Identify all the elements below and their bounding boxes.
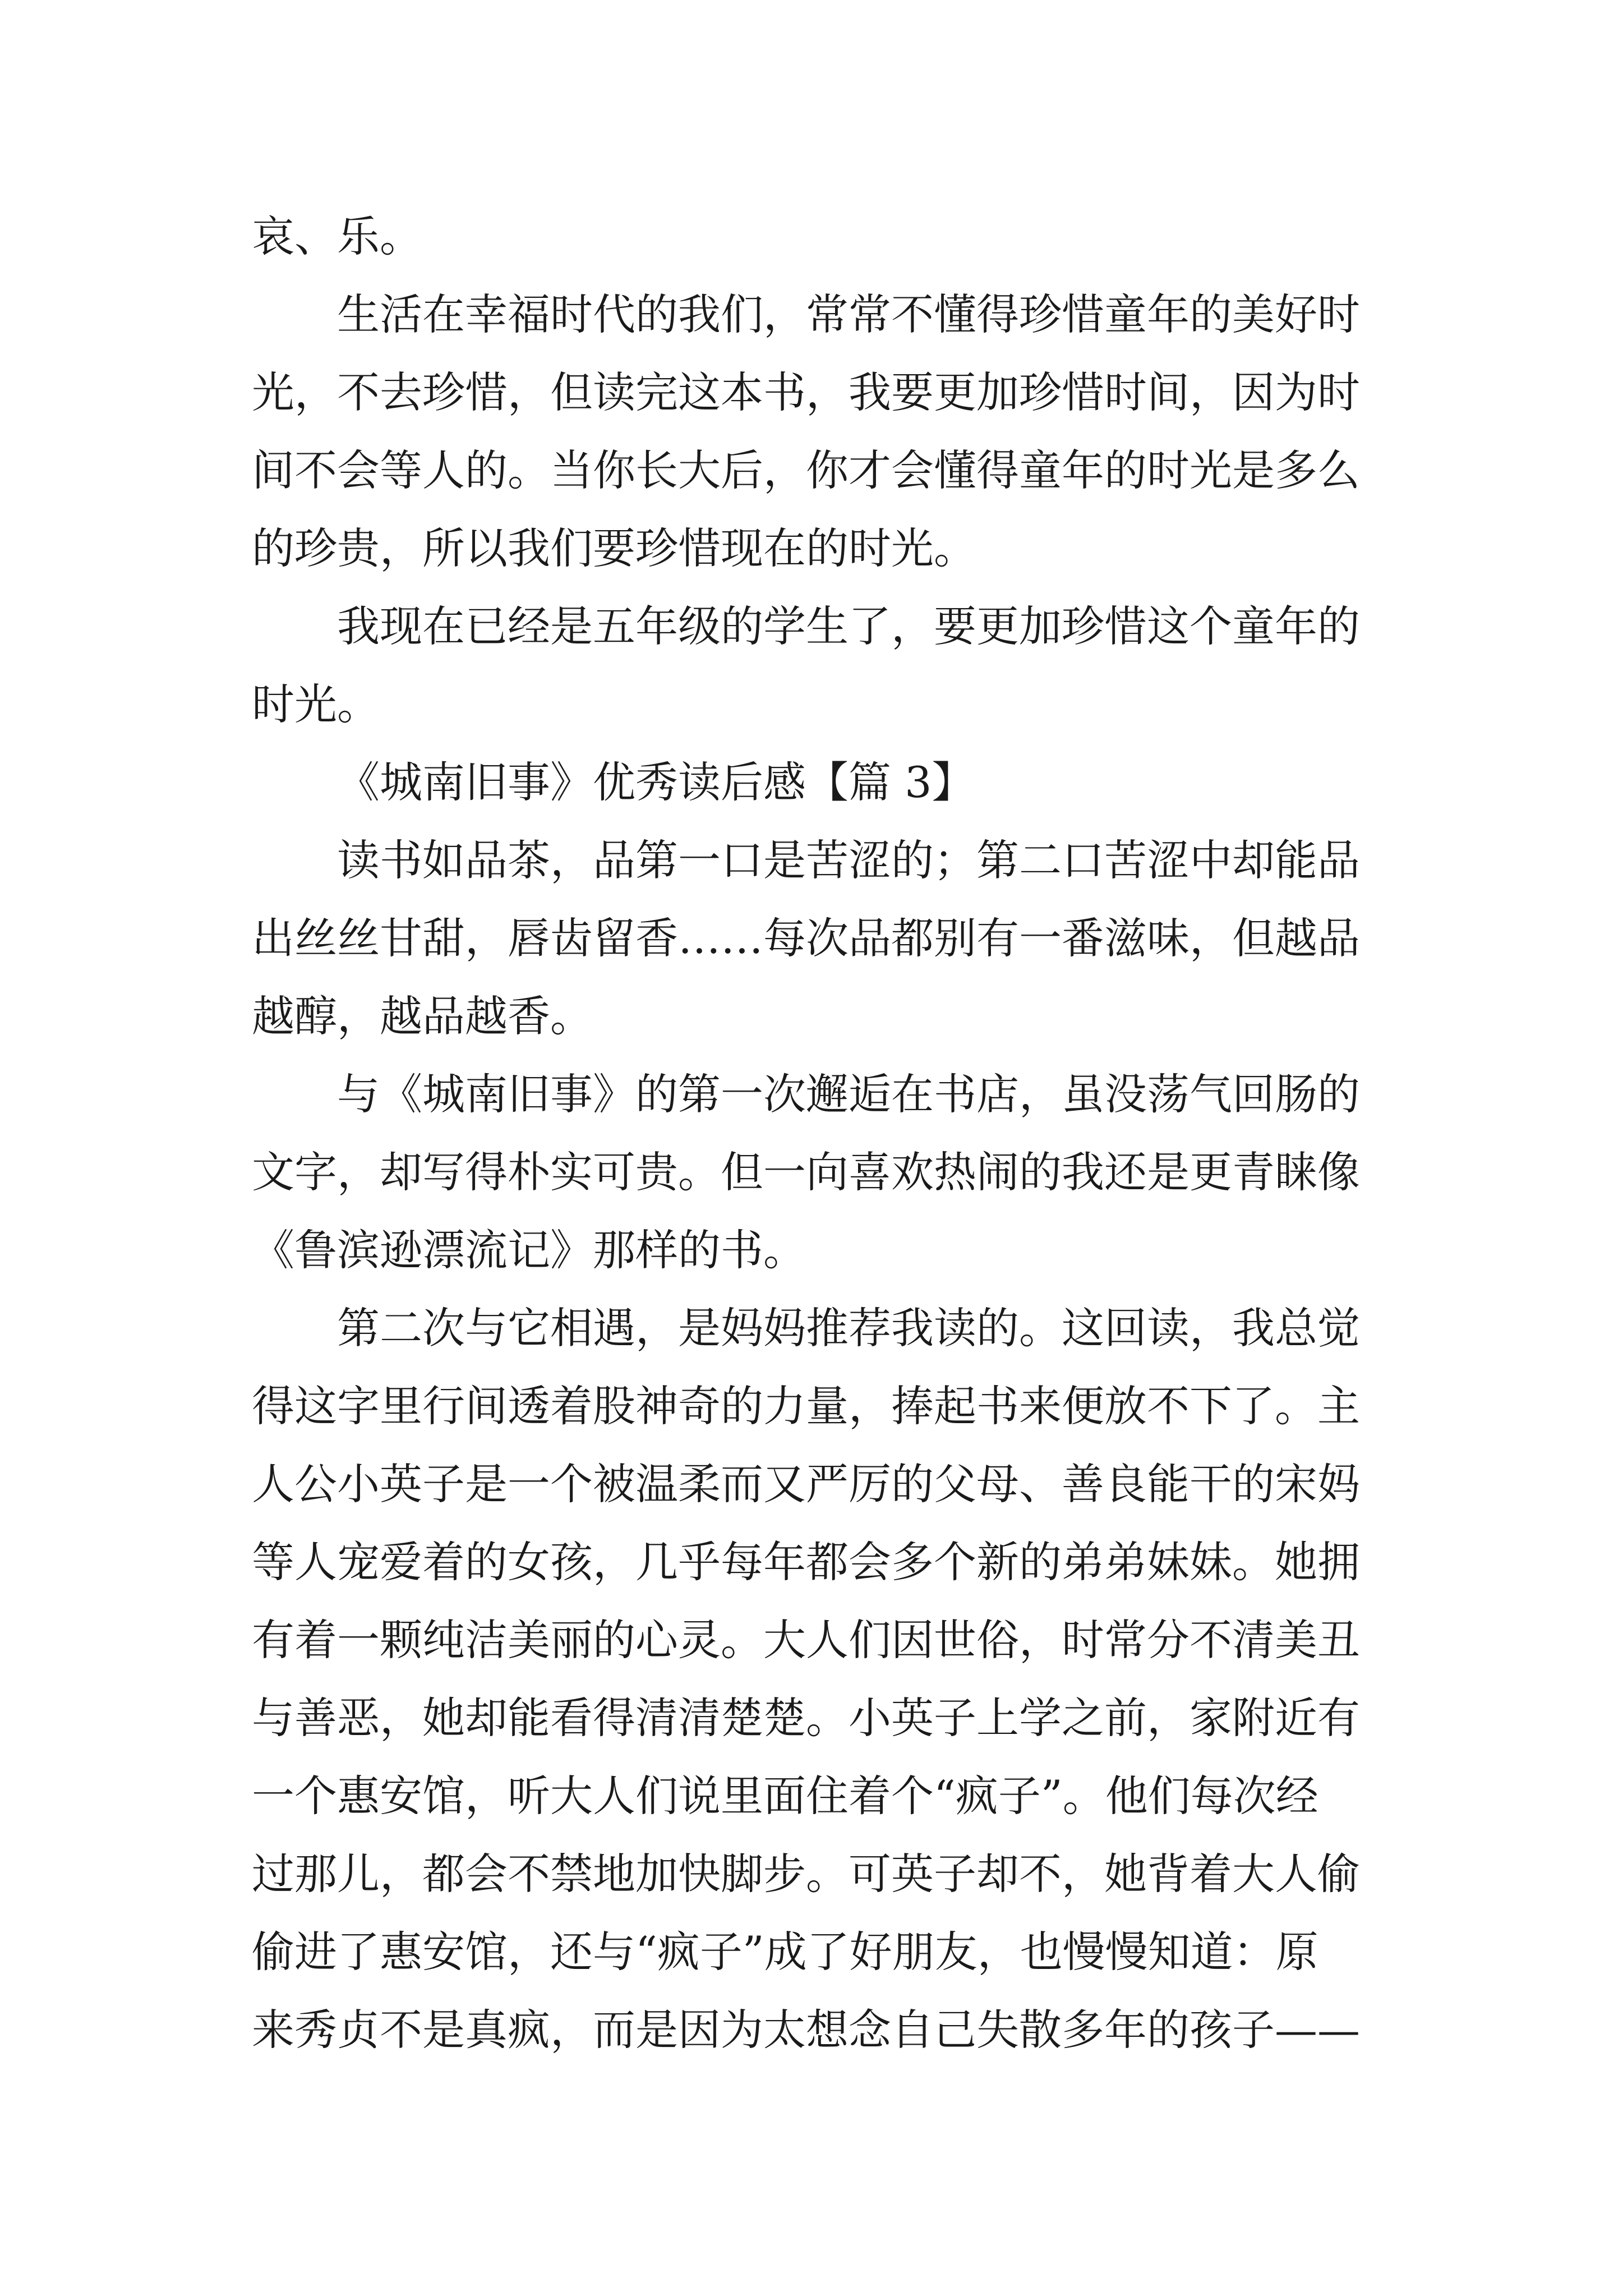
paragraph-start-line: 我现在已经是五年级的学生了，要更加珍惜这个童年的 <box>337 601 1360 651</box>
text-line: 的珍贵，所以我们要珍惜现在的时光。 <box>252 523 976 573</box>
paragraph-start-line: 第二次与它相遇，是妈妈推荐我读的。这回读，我总觉 <box>337 1303 1360 1353</box>
text-line: 间不会等人的。当你长大后，你才会懂得童年的时光是多么 <box>252 445 1360 495</box>
text-line: 来秀贞不是真疯，而是因为太想念自己失散多年的孩子—— <box>252 2005 1360 2055</box>
text-line: 越醇，越品越香。 <box>252 991 593 1041</box>
paragraph-start-line: 读书如品茶，品第一口是苦涩的；第二口苦涩中却能品 <box>337 835 1360 885</box>
text-line: 一个惠安馆，听大人们说里面住着个“疯子”。他们每次经 <box>252 1771 1318 1821</box>
text-line: 人公小英子是一个被温柔而又严厉的父母、善良能干的宋妈 <box>252 1459 1360 1509</box>
text-line: 过那儿，都会不禁地加快脚步。可英子却不，她背着大人偷 <box>252 1849 1360 1899</box>
text-line: 文字，却写得朴实可贵。但一向喜欢热闹的我还是更青睐像 <box>252 1147 1360 1197</box>
text-line: 时光。 <box>252 679 380 729</box>
text-line: 等人宠爱着的女孩，几乎每年都会多个新的弟弟妹妹。她拥 <box>252 1537 1360 1587</box>
text-line: 光，不去珍惜，但读完这本书，我要更加珍惜时间，因为时 <box>252 367 1360 417</box>
text-line: 有着一颗纯洁美丽的心灵。大人们因世俗，时常分不清美丑 <box>252 1615 1360 1665</box>
text-line: 得这字里行间透着股神奇的力量，捧起书来便放不下了。主 <box>252 1381 1360 1431</box>
text-line: 《鲁滨逊漂流记》那样的书。 <box>252 1225 806 1275</box>
section-heading: 《城南旧事》优秀读后感【篇 3】 <box>337 757 975 807</box>
text-line: 出丝丝甘甜，唇齿留香……每次品都别有一番滋味，但越品 <box>252 913 1360 963</box>
text-line: 与善恶，她却能看得清清楚楚。小英子上学之前，家附近有 <box>252 1693 1360 1743</box>
paragraph-start-line: 与《城南旧事》的第一次邂逅在书店，虽没荡气回肠的 <box>337 1069 1360 1119</box>
document-body <box>252 197 1394 2069</box>
paragraph-start-line: 生活在幸福时代的我们，常常不懂得珍惜童年的美好时 <box>337 289 1360 339</box>
text-line: 偷进了惠安馆，还与“疯子”成了好朋友，也慢慢知道：原 <box>252 1927 1318 1977</box>
text-line: 哀、乐。 <box>252 211 422 261</box>
